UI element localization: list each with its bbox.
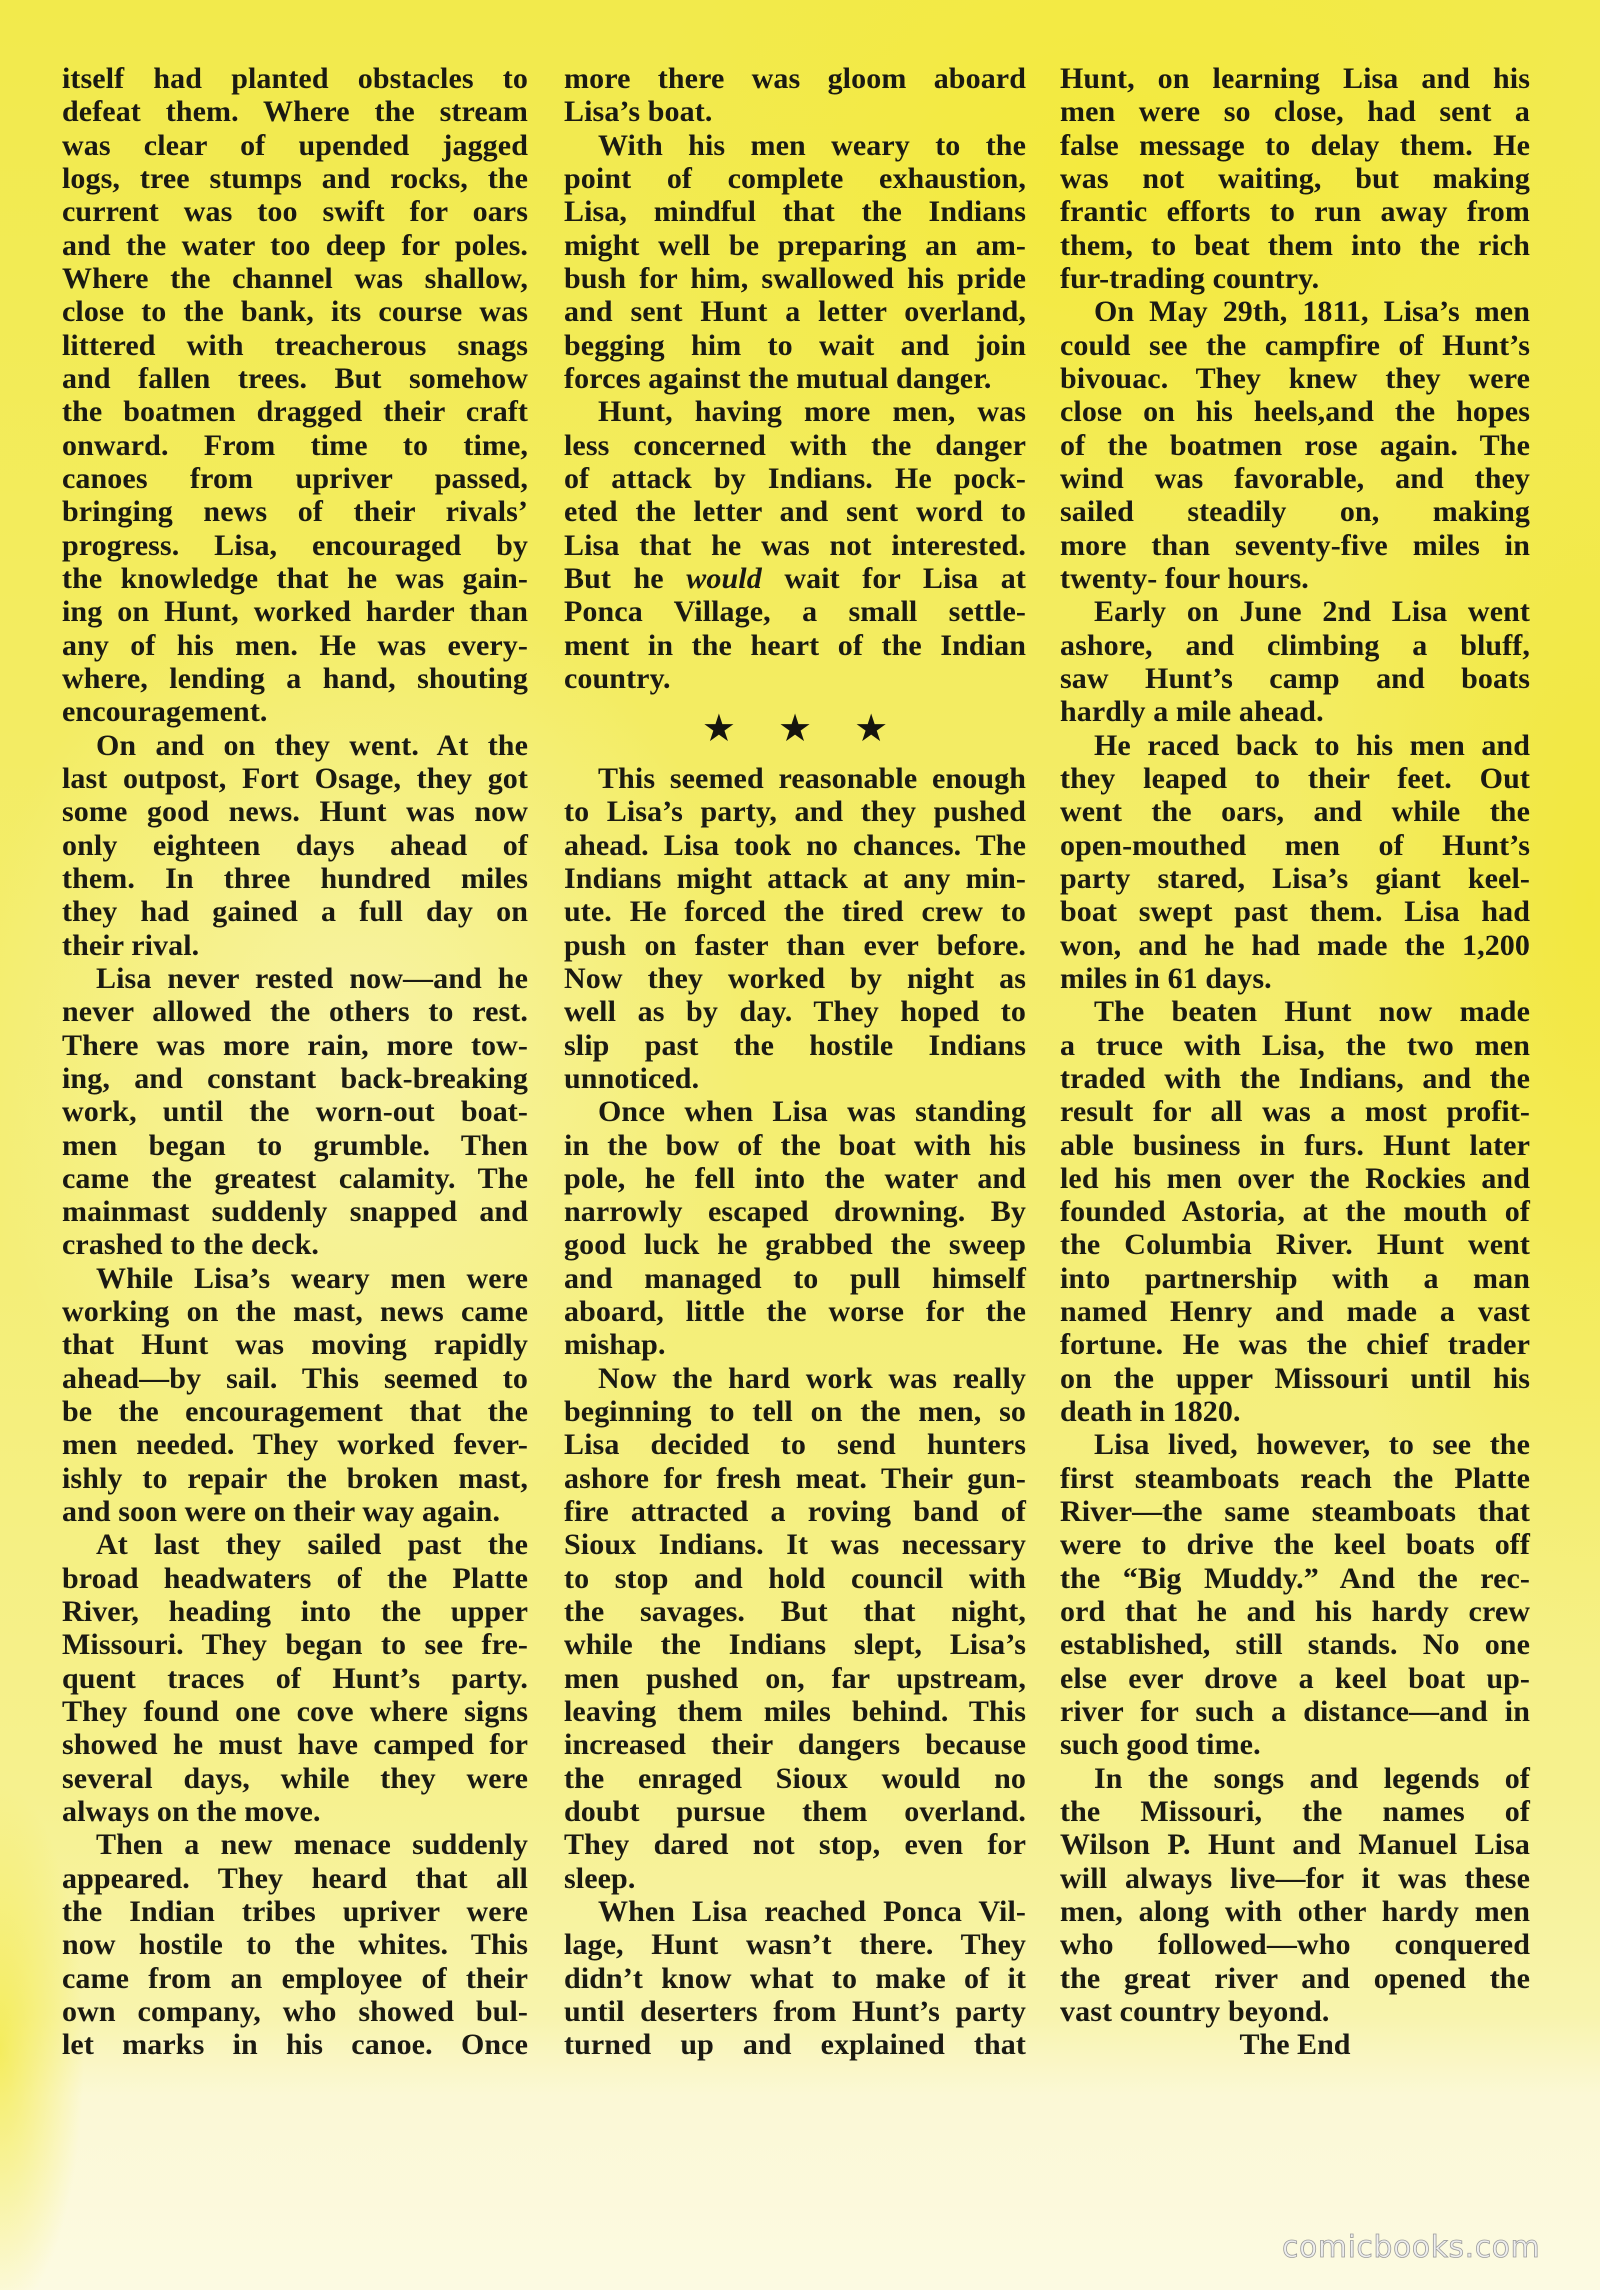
text-line: several days, while they were	[62, 1761, 528, 1795]
text-line: the Indian tribes upriver were	[62, 1895, 528, 1929]
text-line: mainmast suddenly snapped and	[62, 1195, 528, 1229]
text-line: The beaten Hunt now made	[1094, 995, 1530, 1029]
paragraph	[1060, 295, 1530, 595]
text-line: the savages. But that night,	[564, 1595, 1026, 1629]
text-line: ord that he and his hardy crew	[1060, 1595, 1530, 1629]
text-line: Hunt, on learning Lisa and his	[1060, 62, 1530, 95]
text-line: while the Indians slept, Lisa’s	[564, 1628, 1026, 1662]
text-line: result for all was a most profit-	[1060, 1095, 1530, 1129]
paragraph	[1060, 595, 1530, 728]
text-line: narrowly escaped drowning. By	[564, 1195, 1026, 1229]
text-line: be the encouragement that the	[62, 1395, 528, 1429]
text-line: they leaped to their feet. Out	[1060, 761, 1530, 795]
text-line: didn’t know what to make of it	[564, 1961, 1026, 1995]
text-line: else ever drove a keel boat up-	[1060, 1661, 1530, 1695]
text-line: quent traces of Hunt’s party.	[62, 1661, 528, 1695]
text-line: more than seventy-five miles in	[1060, 528, 1530, 562]
text-line: the Missouri, the names of	[1060, 1795, 1530, 1829]
text-line: them, to beat them into the rich	[1060, 228, 1530, 262]
text-line: Ponca Village, a small settle-	[564, 595, 1026, 629]
paragraph	[564, 395, 1026, 695]
text-line: men began to grumble. Then	[62, 1128, 528, 1162]
text-line: ing, and constant back-breaking	[62, 1061, 528, 1095]
paragraph	[62, 729, 528, 962]
text-line: last outpost, Fort Osage, they got	[62, 761, 528, 795]
paragraph	[62, 62, 528, 729]
text-line: frantic efforts to run away from	[1060, 195, 1530, 229]
text-line: unnoticed.	[564, 1061, 700, 1095]
text-line: logs, tree stumps and rocks, the	[62, 161, 528, 195]
paragraph	[564, 1095, 1026, 1362]
text-line: Now they worked by night as	[564, 961, 1026, 995]
text-line: ahead. Lisa took no chances. The	[564, 828, 1026, 862]
text-line: into partnership with a man	[1060, 1261, 1530, 1295]
text-line: established, still stands. No one	[1060, 1628, 1530, 1662]
text-line: they had gained a full day on	[62, 895, 528, 929]
text-line: until deserters from Hunt’s party	[564, 1995, 1026, 2029]
text-line: River, heading into the upper	[62, 1595, 528, 1629]
text-column-1	[62, 62, 528, 2062]
text-line: came the greatest calamity. The	[62, 1161, 528, 1195]
text-line: now hostile to the whites. This	[62, 1928, 528, 1962]
text-line: sleep.	[564, 1861, 636, 1895]
text-line: well as by day. They hoped to	[564, 995, 1026, 1029]
text-line: point of complete exhaustion,	[564, 161, 1026, 195]
watermark: comicbooks.com	[1282, 2230, 1541, 2265]
text-line: fortune. He was the chief trader	[1060, 1328, 1530, 1362]
text-line: the Columbia River. Hunt went	[1060, 1228, 1530, 1262]
paragraph	[1060, 729, 1530, 996]
text-line: Hunt, having more men, was	[598, 395, 1026, 429]
text-line: some good news. Hunt was now	[62, 795, 528, 829]
text-line: men needed. They worked fever-	[62, 1428, 528, 1462]
text-line: traded with the Indians, and the	[1060, 1061, 1530, 1095]
text-line: leaving them miles behind. This	[564, 1695, 1026, 1729]
text-line: In the songs and legends of	[1094, 1761, 1530, 1795]
text-line: bringing news of their rivals’	[62, 495, 528, 529]
text-line: miles in 61 days.	[1060, 961, 1272, 995]
text-line: went the oars, and while the	[1060, 795, 1530, 829]
text-line: own company, who showed bul-	[62, 1995, 528, 2029]
text-line: forces against the mutual danger.	[564, 361, 992, 395]
text-line: less concerned with the danger	[564, 428, 1026, 462]
paragraph	[62, 1262, 528, 1529]
text-line: Lisa never rested now—and he	[96, 961, 528, 995]
text-line: bush for him, swallowed his pride	[564, 261, 1026, 295]
text-line: close to the bank, its course was	[62, 295, 528, 329]
text-line: of the boatmen rose again. The	[1060, 428, 1530, 462]
text-line: their rival.	[62, 928, 200, 962]
text-line: Lisa decided to send hunters	[564, 1428, 1026, 1462]
text-line: the enraged Sioux would no	[564, 1761, 1026, 1795]
text-line: Lisa lived, however, to see the	[1094, 1428, 1530, 1462]
text-line: appeared. They heard that all	[62, 1861, 528, 1895]
text-line: only eighteen days ahead of	[62, 828, 528, 862]
text-line: Lisa that he was not interested.	[564, 528, 1026, 562]
text-line: working on the mast, news came	[62, 1295, 528, 1329]
text-line: defeat them. Where the stream	[62, 95, 528, 129]
text-line: that Hunt was moving rapidly	[62, 1328, 528, 1362]
text-line: On and on they went. At the	[96, 728, 528, 762]
text-line: the “Big Muddy.” And the rec-	[1060, 1561, 1530, 1595]
text-line: Early on June 2nd Lisa went	[1094, 595, 1530, 629]
paragraph	[1060, 1428, 1530, 1761]
paragraph	[564, 62, 1026, 129]
emphasized-word: would	[686, 561, 762, 595]
text-line: bivouac. They knew they were	[1060, 361, 1530, 395]
text-line: of attack by Indians. He pock-	[564, 461, 1026, 495]
text-line: ahead—by sail. This seemed to	[62, 1361, 528, 1395]
paragraph	[564, 1362, 1026, 1895]
text-line: let marks in his canoe. Once	[62, 2028, 528, 2062]
text-line: Lisa’s boat.	[564, 95, 713, 129]
text-line: them. In three hundred miles	[62, 861, 528, 895]
text-line: will always live—for it was these	[1060, 1861, 1530, 1895]
text-line: won, and he had made the 1,200	[1060, 928, 1530, 962]
text-line: first steamboats reach the Platte	[1060, 1461, 1530, 1495]
text-line: current was too swift for oars	[62, 195, 528, 229]
text-line: and sent Hunt a letter overland,	[564, 295, 1026, 329]
text-line: country.	[564, 661, 671, 695]
text-line: encouragement.	[62, 695, 268, 729]
text-line: came from an employee of their	[62, 1961, 528, 1995]
text-line: Sioux Indians. It was necessary	[564, 1528, 1026, 1562]
text-line: good luck he grabbed the sweep	[564, 1228, 1026, 1262]
text-line: named Henry and made a vast	[1060, 1295, 1530, 1329]
text-line: wind was favorable, and they	[1060, 461, 1530, 495]
text-line: where, lending a hand, shouting	[62, 661, 528, 695]
paragraph	[62, 1828, 528, 2061]
text-line: ute. He forced the tired crew to	[564, 895, 1026, 929]
text-line: founded Astoria, at the mouth of	[1060, 1195, 1530, 1229]
text-line: increased their dangers because	[564, 1728, 1026, 1762]
text-line: boat swept past them. Lisa had	[1060, 895, 1530, 929]
text-line: more there was gloom aboard	[564, 62, 1026, 95]
text-segment: But he	[564, 561, 687, 595]
text-line: begging him to wait and join	[564, 328, 1026, 362]
text-line: Lisa, mindful that the Indians	[564, 195, 1026, 229]
text-line: was clear of upended jagged	[62, 128, 528, 162]
text-line: showed he must have camped for	[62, 1728, 528, 1762]
text-line: vast country beyond.	[1060, 1995, 1330, 2029]
text-line: led his men over the Rockies and	[1060, 1161, 1530, 1195]
text-line: itself had planted obstacles to	[62, 62, 528, 95]
text-line: eted the letter and sent word to	[564, 495, 1026, 529]
text-line: was not waiting, but making	[1060, 161, 1530, 195]
paragraph	[62, 1528, 528, 1828]
text-line: pole, he fell into the water and	[564, 1161, 1026, 1195]
text-line: in the bow of the boat with his	[564, 1128, 1026, 1162]
paragraph	[1060, 995, 1530, 1428]
text-line: to stop and hold council with	[564, 1561, 1026, 1595]
paragraph	[1060, 62, 1530, 295]
text-line: always on the move.	[62, 1795, 321, 1829]
text-line: close on his heels,and the hopes	[1060, 395, 1530, 429]
text-line: never allowed the others to rest.	[62, 995, 528, 1029]
text-line: lage, Hunt wasn’t there. They	[564, 1928, 1026, 1962]
text-line: men were so close, had sent a	[1060, 95, 1530, 129]
text-line: Missouri. They began to see fre-	[62, 1628, 528, 1662]
text-line: false message to delay them. He	[1060, 128, 1530, 162]
text-line: Then a new menace suddenly	[96, 1828, 528, 1862]
text-line: Wilson P. Hunt and Manuel Lisa	[1060, 1828, 1530, 1862]
text-segment: wait for Lisa at	[761, 561, 1026, 595]
text-line: and the water too deep for poles.	[62, 228, 528, 262]
text-line: men pushed on, far upstream,	[564, 1661, 1026, 1695]
text-line: on the upper Missouri until his	[1060, 1361, 1530, 1395]
text-line: any of his men. He was every-	[62, 628, 528, 662]
text-line: twenty- four hours.	[1060, 561, 1309, 595]
paragraph	[1060, 1762, 1530, 2029]
text-line: could see the campfire of Hunt’s	[1060, 328, 1530, 362]
text-line: hardly a mile ahead.	[1060, 695, 1324, 729]
text-column-2	[564, 62, 1026, 2062]
text-line: and fallen trees. But somehow	[62, 361, 528, 395]
text-line: At last they sailed past the	[96, 1528, 528, 1562]
text-line: ment in the heart of the Indian	[564, 628, 1026, 662]
paragraph	[564, 762, 1026, 1095]
text-column-3	[1060, 62, 1530, 2062]
text-line: saw Hunt’s camp and boats	[1060, 661, 1530, 695]
text-line: River—the same steamboats that	[1060, 1495, 1530, 1529]
text-line: push on faster than ever before.	[564, 928, 1026, 962]
paragraph	[564, 1895, 1026, 2062]
text-line: might well be preparing an am-	[564, 228, 1026, 262]
paragraph	[564, 129, 1026, 396]
text-line: mishap.	[564, 1328, 666, 1362]
text-line: They dared not stop, even for	[564, 1828, 1026, 1862]
text-line: a truce with Lisa, the two men	[1060, 1028, 1530, 1062]
text-line: such good time.	[1060, 1728, 1261, 1762]
text-line: the knowledge that he was gain-	[62, 561, 528, 595]
text-line: There was more rain, more tow-	[62, 1028, 528, 1062]
text-line: Where the channel was shallow,	[62, 261, 528, 295]
text-line: were to drive the keel boats off	[1060, 1528, 1530, 1562]
text-line: men, along with other hardy men	[1060, 1895, 1530, 1929]
text-line: With his men weary to the	[598, 128, 1026, 162]
text-line: slip past the hostile Indians	[564, 1028, 1026, 1062]
text-line: beginning to tell on the men, so	[564, 1395, 1026, 1429]
text-line: ashore for fresh meat. Their gun-	[564, 1461, 1026, 1495]
text-line: Once when Lisa was standing	[598, 1095, 1026, 1129]
text-line: able business in furs. Hunt later	[1060, 1128, 1530, 1162]
text-line: to Lisa’s party, and they pushed	[564, 795, 1026, 829]
text-line: Indians might attack at any min-	[564, 861, 1026, 895]
text-line: crashed to the deck.	[62, 1228, 319, 1262]
text-line: ing on Hunt, worked harder than	[62, 595, 528, 629]
text-line: When Lisa reached Ponca Vil-	[598, 1895, 1026, 1929]
star-separator: ★ ★ ★	[701, 706, 889, 751]
text-line: On May 29th, 1811, Lisa’s men	[1094, 295, 1530, 329]
the-end-label: The End	[1239, 2028, 1351, 2062]
text-line: and soon were on their way again.	[62, 1495, 501, 1529]
text-line: broad headwaters of the Platte	[62, 1561, 528, 1595]
text-line: doubt pursue them overland.	[564, 1795, 1026, 1829]
text-line: ashore, and climbing a bluff,	[1060, 628, 1530, 662]
text-line: turned up and explained that	[564, 2028, 1026, 2062]
text-line: fur-trading country.	[1060, 261, 1320, 295]
text-line: open-mouthed men of Hunt’s	[1060, 828, 1530, 862]
text-line: the boatmen dragged their craft	[62, 395, 528, 429]
text-line: onward. From time to time,	[62, 428, 528, 462]
text-line: party stared, Lisa’s giant keel-	[1060, 861, 1530, 895]
text-line: canoes from upriver passed,	[62, 461, 528, 495]
text-line: work, until the worn-out boat-	[62, 1095, 528, 1129]
text-line: river for such a distance—and in	[1060, 1695, 1530, 1729]
text-line: progress. Lisa, encouraged by	[62, 528, 528, 562]
text-line: This seemed reasonable enough	[598, 761, 1026, 795]
text-line	[564, 562, 1026, 595]
paragraph	[62, 962, 528, 1262]
text-line: death in 1820.	[1060, 1395, 1241, 1429]
text-line: and managed to pull himself	[564, 1261, 1026, 1295]
text-line: ishly to repair the broken mast,	[62, 1461, 528, 1495]
text-line: fire attracted a roving band of	[564, 1495, 1026, 1529]
text-line: They found one cove where signs	[62, 1695, 528, 1729]
text-line: While Lisa’s weary men were	[96, 1261, 528, 1295]
text-line: Now the hard work was really	[598, 1361, 1026, 1395]
text-line: He raced back to his men and	[1094, 728, 1530, 762]
text-line: sailed steadily on, making	[1060, 495, 1530, 529]
text-line: the great river and opened the	[1060, 1961, 1530, 1995]
text-line: who followed—who conquered	[1060, 1928, 1530, 1962]
text-line: littered with treacherous snags	[62, 328, 528, 362]
text-line: aboard, little the worse for the	[564, 1295, 1026, 1329]
